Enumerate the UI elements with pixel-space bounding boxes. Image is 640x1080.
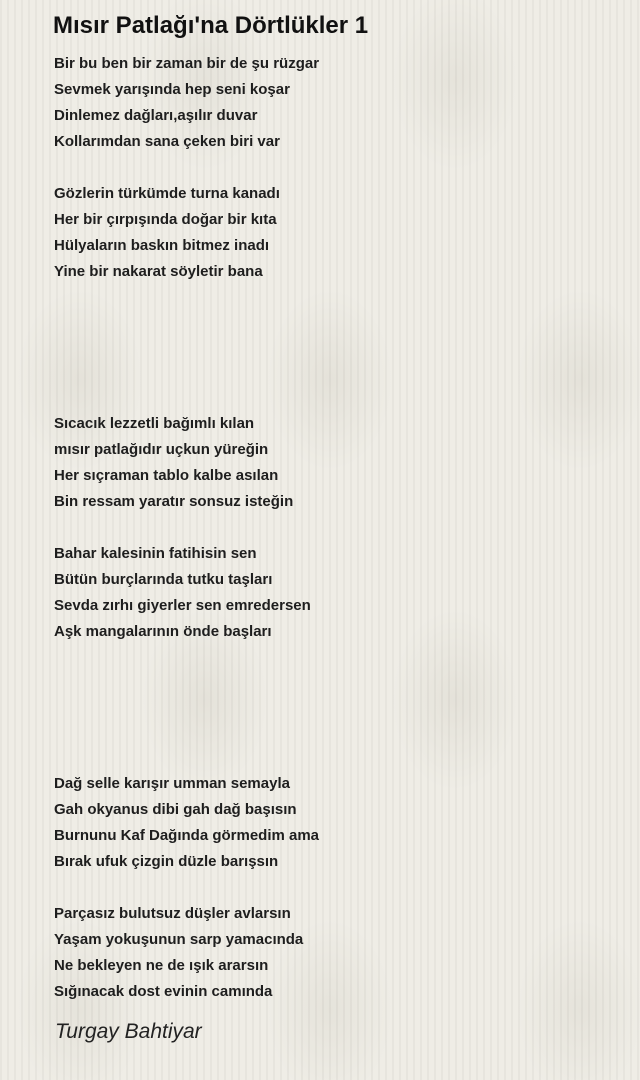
poem-line: Yine bir nakarat söyletir bana	[54, 263, 263, 280]
poem-line: mısır patlağıdır uçkun yüreğin	[54, 441, 269, 458]
poem-line: Burnunu Kaf Dağında görmedim ama	[54, 827, 320, 844]
poem-line: Bütün burçlarında tutku taşları	[54, 571, 273, 588]
poem-line: Sıcacık lezzetli bağımlı kılan	[54, 415, 255, 432]
poem-title: Mısır Patlağı'na Dörtlükler 1	[53, 12, 369, 39]
stanza-6	[54, 901, 303, 1005]
poem-line: Dinlemez dağları,aşılır duvar	[54, 107, 258, 124]
stanza-3	[54, 411, 293, 515]
poem-line: Bir bu ben bir zaman bir de şu rüzgar	[54, 55, 320, 72]
stanza-5	[54, 771, 319, 875]
poem-line: Bahar kalesinin fatihisin sen	[54, 545, 257, 562]
poem-line: Ne bekleyen ne de ışık ararsın	[54, 957, 269, 974]
poem-line: Aşk mangalarının önde başları	[54, 623, 272, 640]
poem-line: Bin ressam yaratır sonsuz isteğin	[54, 493, 294, 510]
poem-line: Bırak ufuk çizgin düzle barışsın	[54, 853, 279, 870]
poem-line: Dağ selle karışır umman semayla	[54, 775, 290, 792]
poem-line: Sevda zırhı giyerler sen emredersen	[54, 597, 311, 614]
poem-line: Sevmek yarışında hep seni koşar	[54, 81, 290, 98]
poem-line: Her bir çırpışında doğar bir kıta	[54, 211, 277, 228]
poem-line: Gah okyanus dibi gah dağ başısın	[54, 801, 297, 818]
poem-line: Kollarımdan sana çeken biri var	[54, 133, 280, 150]
poem-author: Turgay Bahtiyar	[55, 1020, 202, 1043]
stanza-4	[54, 541, 311, 645]
poem-line: Her sıçraman tablo kalbe asılan	[54, 467, 279, 484]
stanza-1	[54, 51, 319, 155]
poem-line: Gözlerin türkümde turna kanadı	[54, 185, 280, 202]
poem-line: Hülyaların baskın bitmez inadı	[54, 237, 270, 254]
poem-line: Yaşam yokuşunun sarp yamacında	[54, 931, 304, 948]
stanza-2	[54, 181, 280, 285]
poem-line: Sığınacak dost evinin camında	[54, 983, 273, 1000]
poem-line: Parçasız bulutsuz düşler avlarsın	[54, 905, 291, 922]
